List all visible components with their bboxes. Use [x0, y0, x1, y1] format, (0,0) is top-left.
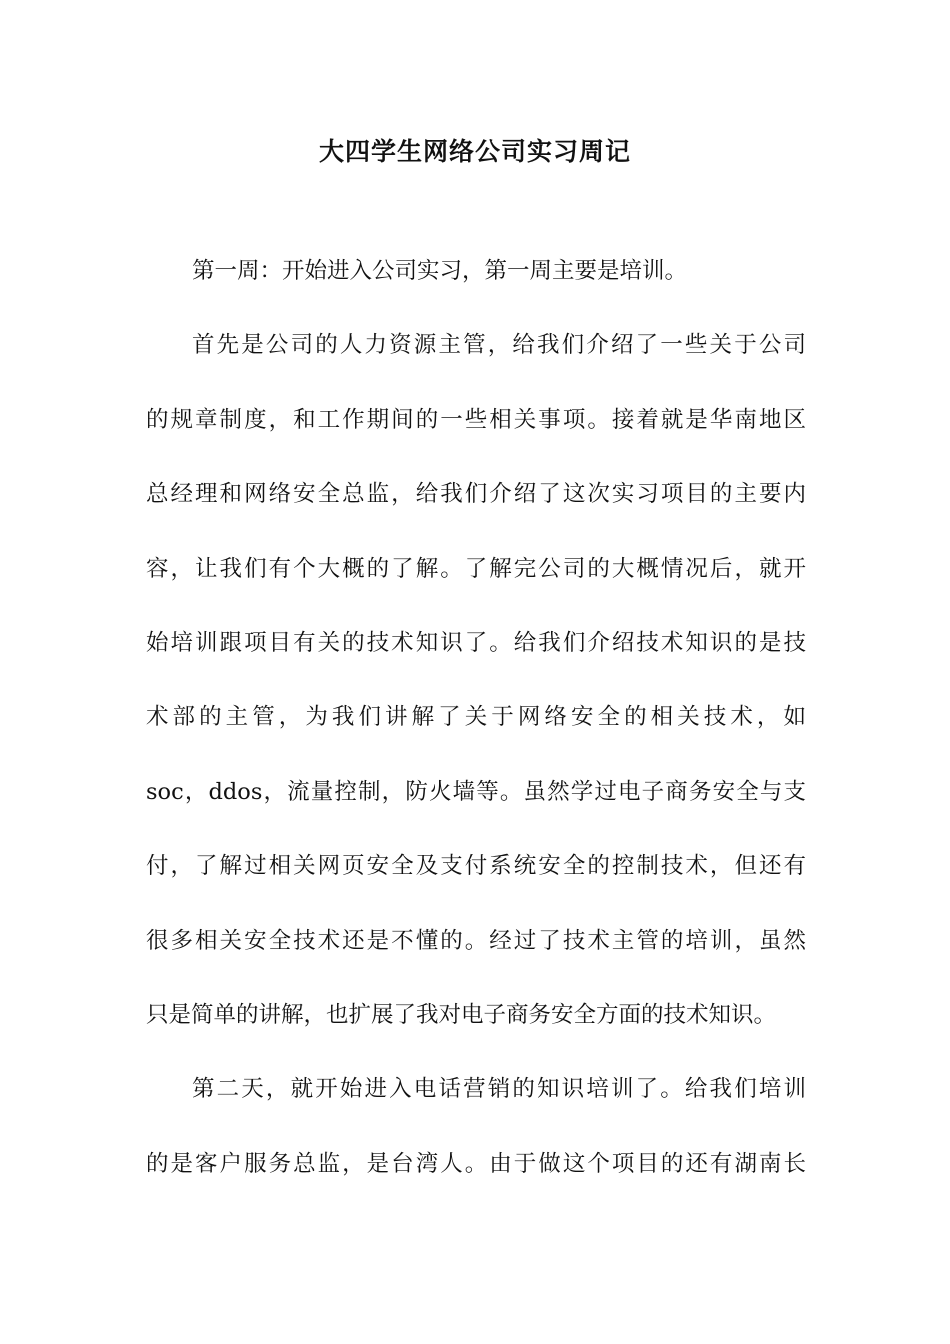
paragraph-line: 始培训跟项目有关的技术知识了。给我们介绍技术知识的是技 [146, 629, 806, 656]
paragraph-line: 的规章制度，和工作期间的一些相关事项。接着就是华南地区 [146, 406, 806, 433]
paragraph-line: 首先是公司的人力资源主管，给我们介绍了一些关于公司 [192, 332, 806, 359]
paragraph-line: 付，了解过相关网页安全及支付系统安全的控制技术，但还有 [146, 853, 806, 880]
paragraph-line: 容，让我们有个大概的了解。了解完公司的大概情况后，就开 [146, 555, 806, 582]
paragraph-line: 第一周：开始进入公司实习，第一周主要是培训。 [192, 258, 688, 284]
paragraph-line: 术部的主管，为我们讲解了关于网络安全的相关技术，如 [146, 704, 806, 731]
paragraph-line: 只是简单的讲解，也扩展了我对电子商务安全方面的技术知识。 [146, 1001, 777, 1028]
paragraph-line: 的是客户服务总监，是台湾人。由于做这个项目的还有湖南长 [146, 1150, 806, 1177]
paragraph-line: 第二天，就开始进入电话营销的知识培训了。给我们培训 [192, 1076, 806, 1103]
document-body [146, 251, 806, 1218]
document-title: 大四学生网络公司实习周记 [318, 137, 631, 166]
paragraph-line: 很多相关安全技术还是不懂的。经过了技术主管的培训，虽然 [146, 927, 806, 954]
paragraph-line: 总经理和网络安全总监，给我们介绍了这次实习项目的主要内 [146, 481, 806, 508]
paragraph-line: soc，ddos，流量控制，防火墙等。虽然学过电子商务安全与支 [146, 778, 806, 805]
